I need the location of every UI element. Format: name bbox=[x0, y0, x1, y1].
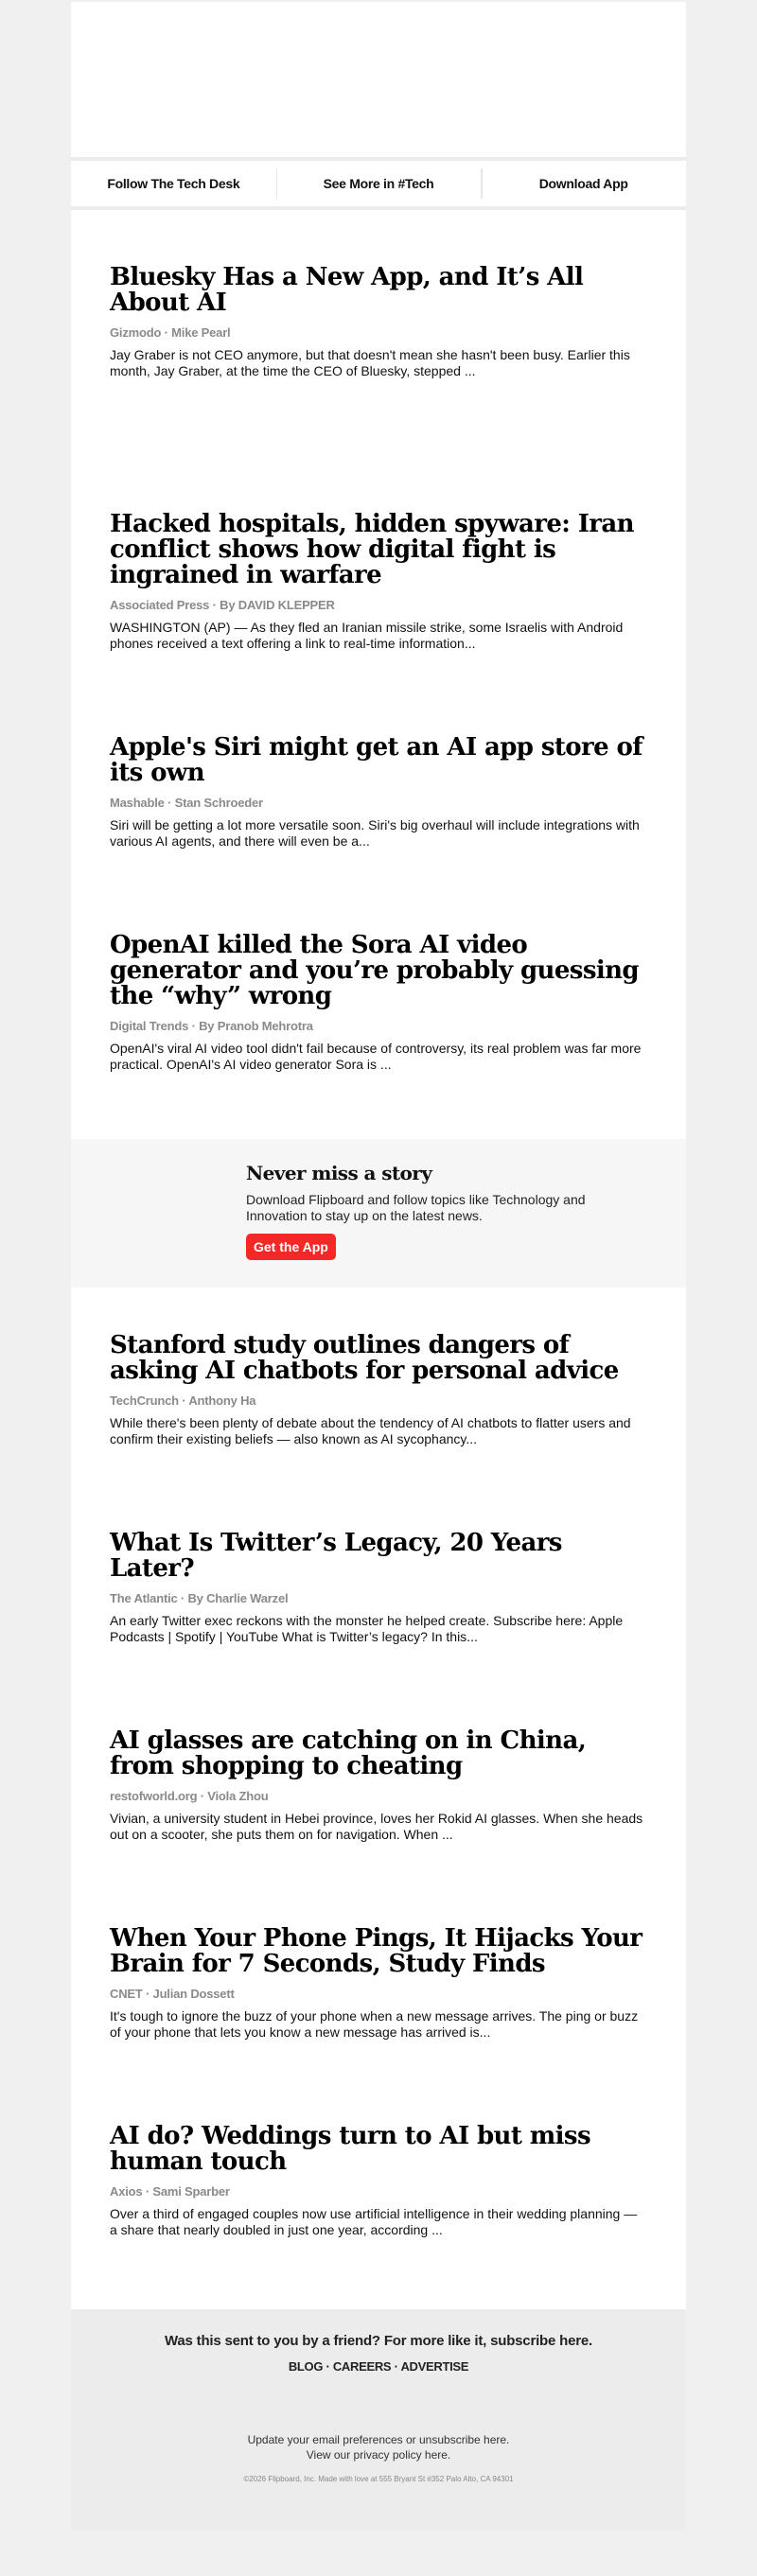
article-item bbox=[110, 379, 647, 652]
article-list-continued bbox=[71, 1288, 686, 2309]
article-meta: restofworld.org · Viola Zhou bbox=[110, 1789, 269, 1803]
article-title[interactable]: OpenAI killed the Sora AI video generator and you’re probably guessing the “why” wrong bbox=[110, 931, 640, 1010]
article-item bbox=[110, 1645, 647, 1843]
footer-links bbox=[71, 2359, 686, 2374]
hero-image-area bbox=[71, 2, 686, 157]
article-excerpt: While there's been plenty of debate about the tendency of AI chatbots to flatter users and confirm their existing beliefs — also known as AI sycophancy... bbox=[110, 1415, 631, 1446]
article-list bbox=[71, 210, 686, 1073]
article-meta: Axios · Sami Sparber bbox=[110, 2184, 230, 2199]
app-promo-banner bbox=[71, 1139, 686, 1288]
article-excerpt: Over a third of engaged couples now use artificial intelligence in their wedding planning — a share that nearly doubled in just one year, according ... bbox=[110, 2206, 638, 2237]
article-item bbox=[110, 1447, 647, 1645]
article-item bbox=[110, 210, 647, 379]
advertise-link[interactable]: ADVERTISE bbox=[400, 2359, 469, 2374]
subscribe-link[interactable]: Was this sent to you by a friend? For more like it, subscribe here. bbox=[165, 2333, 592, 2349]
download-app-link[interactable]: Download App bbox=[481, 161, 686, 206]
copyright-text: ©2026 Flipboard, Inc. Made with love at 555 Bryant St #352 Palo Alto, CA 94301 bbox=[243, 2475, 514, 2483]
see-more-tech-link[interactable]: See More in #Tech bbox=[276, 161, 482, 206]
article-item bbox=[110, 652, 647, 850]
article-excerpt: It's tough to ignore the buzz of your phone when a new message arrives. The ping or buzz of your phone that lets you know a new message has arrived is... bbox=[110, 2008, 639, 2040]
article-title[interactable]: AI glasses are catching on in China, from shopping to cheating bbox=[110, 1726, 587, 1780]
article-meta: Gizmodo · Mike Pearl bbox=[110, 325, 231, 340]
article-item bbox=[110, 850, 647, 1073]
article-meta: Associated Press · By DAVID KLEPPER bbox=[110, 598, 335, 612]
article-meta: The Atlantic · By Charlie Warzel bbox=[110, 1591, 289, 1605]
article-meta: Digital Trends · By Pranob Mehrotra bbox=[110, 1019, 313, 1033]
article-title[interactable]: AI do? Weddings turn to AI but miss human touch bbox=[110, 2122, 590, 2176]
article-excerpt: Vivian, a university student in Hebei province, loves her Rokid AI glasses. When she heads out on a scooter, she puts them on for navigation. When ... bbox=[110, 1811, 643, 1842]
newsletter-card bbox=[71, 2, 686, 2309]
article-title[interactable]: When Your Phone Pings, It Hijacks Your Brain for 7 Seconds, Study Finds bbox=[110, 1924, 643, 1978]
action-nav-bar bbox=[71, 157, 686, 210]
email-preferences-link[interactable]: Update your email preferences or unsubscribe here. bbox=[247, 2433, 510, 2446]
promo-text: Download Flipboard and follow topics like Technology and Innovation to stay up on the latest news. bbox=[246, 1192, 586, 1223]
article-title[interactable]: What Is Twitter’s Legacy, 20 Years Later? bbox=[110, 1529, 562, 1583]
article-item bbox=[110, 2041, 647, 2238]
follow-tech-desk-link[interactable]: Follow The Tech Desk bbox=[107, 176, 240, 191]
link-separator: · bbox=[391, 2359, 401, 2374]
article-meta: Mashable · Stan Schroeder bbox=[110, 796, 263, 810]
article-excerpt: An early Twitter exec reckons with the monster he helped create. Subscribe here: Apple Podcasts | Spotify | YouTube What is Twitter’s legacy? In this... bbox=[110, 1613, 624, 1644]
article-meta: TechCrunch · Anthony Ha bbox=[110, 1393, 256, 1408]
privacy-policy-link[interactable]: View our privacy policy here. bbox=[306, 2448, 451, 2462]
article-excerpt: OpenAI's viral AI video tool didn't fail because of controversy, its real problem was far more practical. OpenAI's AI video generator Sora is ... bbox=[110, 1041, 642, 1072]
article-item bbox=[110, 1843, 647, 2041]
footer bbox=[71, 2309, 686, 2531]
article-title[interactable]: Hacked hospitals, hidden spyware: Iran conflict shows how digital fight is ingrained in warfare bbox=[110, 510, 634, 589]
careers-link[interactable]: CAREERS bbox=[332, 2359, 392, 2374]
article-excerpt: Siri will be getting a lot more versatile soon. Siri's big overhaul will include integrations with various AI agents, and there will even be a... bbox=[110, 817, 640, 849]
footer-preferences bbox=[71, 2432, 686, 2462]
promo-title: Never miss a story bbox=[246, 1162, 432, 1184]
link-separator: · bbox=[323, 2359, 333, 2374]
blog-link[interactable]: BLOG bbox=[288, 2359, 324, 2374]
article-excerpt: Jay Graber is not CEO anymore, but that doesn't mean she hasn't been busy. Earlier this month, Jay Graber, at the time the CEO of Bluesky, stepped ... bbox=[110, 347, 630, 378]
article-meta: CNET · Julian Dossett bbox=[110, 1987, 235, 2001]
article-title[interactable]: Bluesky Has a New App, and It’s All About AI bbox=[110, 263, 584, 317]
article-title[interactable]: Stanford study outlines dangers of asking AI chatbots for personal advice bbox=[110, 1331, 619, 1385]
get-app-button[interactable]: Get the App bbox=[246, 1234, 336, 1260]
article-title[interactable]: Apple's Siri might get an AI app store of its own bbox=[110, 733, 643, 787]
article-excerpt: WASHINGTON (AP) — As they fled an Iranian missile strike, some Israelis with Android phones received a text offering a link to real-time information... bbox=[110, 620, 624, 651]
article-item bbox=[110, 1288, 647, 1447]
